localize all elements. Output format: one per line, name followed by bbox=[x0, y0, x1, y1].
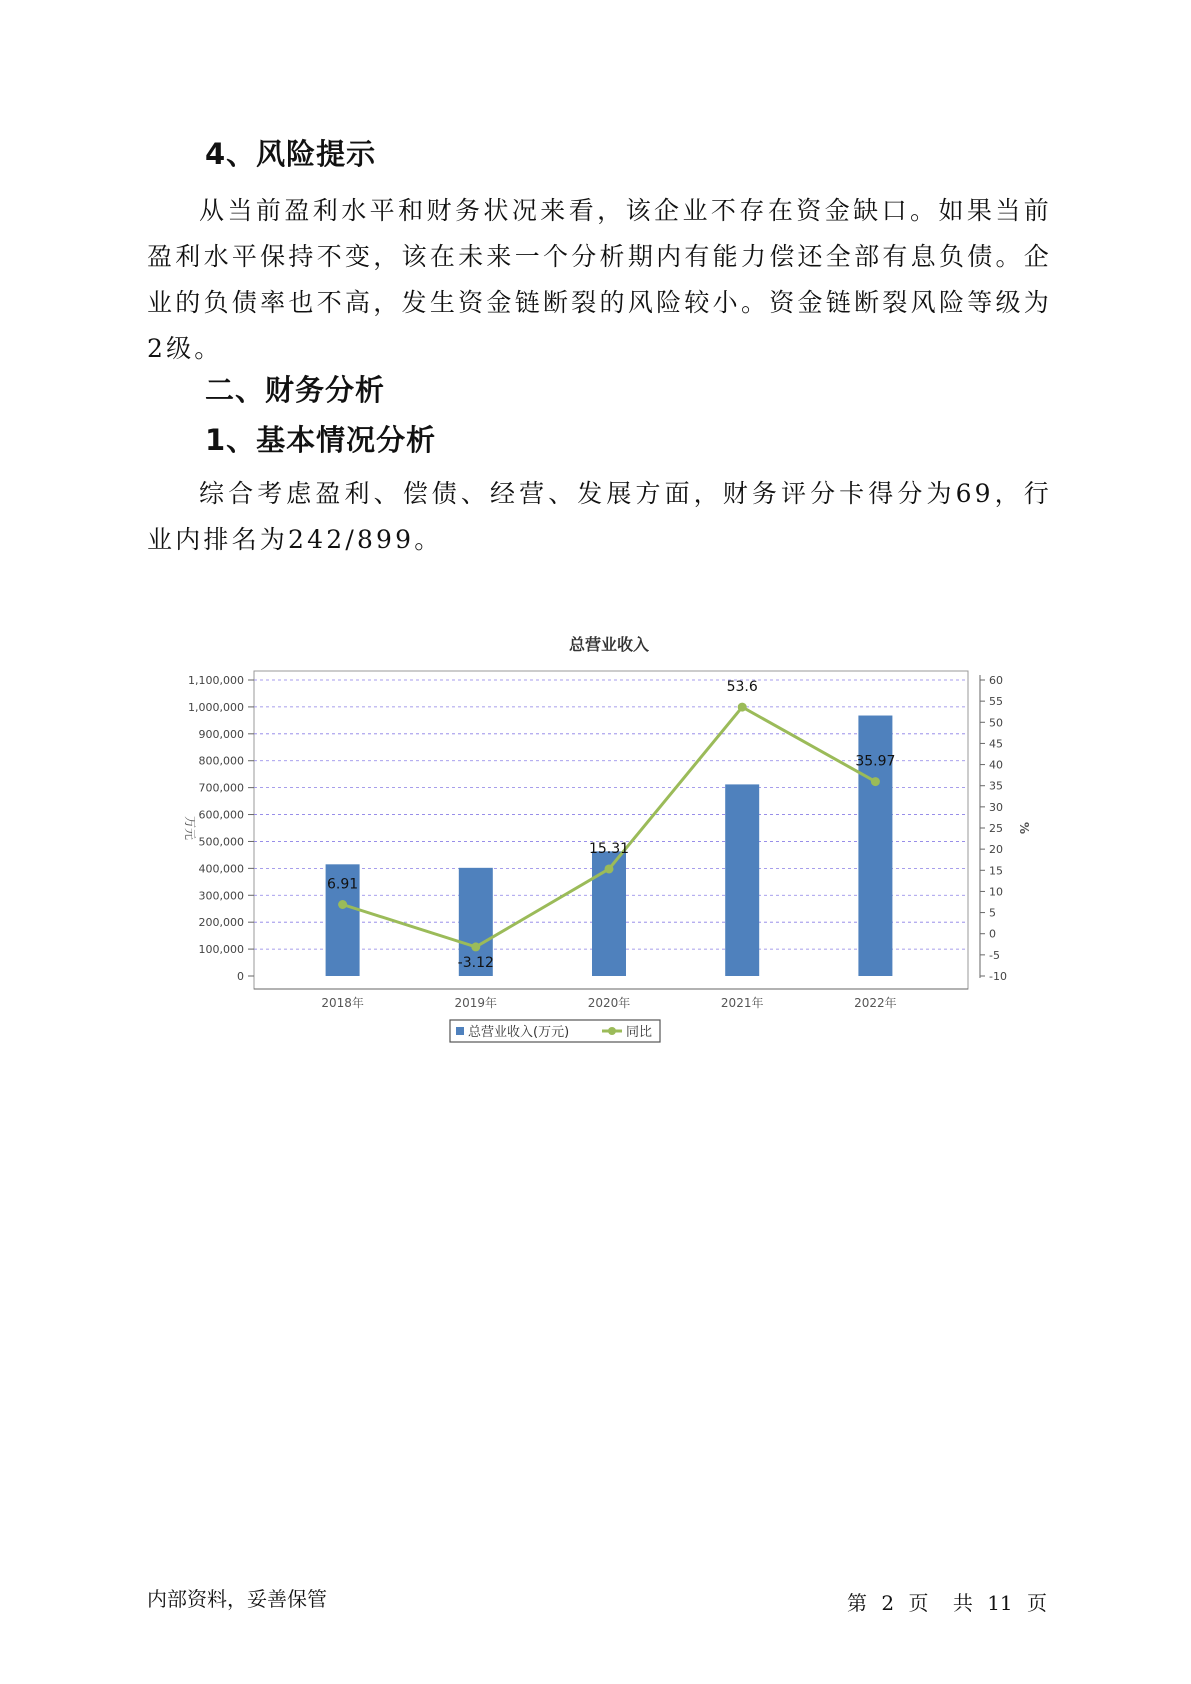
revenue-chart bbox=[180, 625, 1030, 1085]
y-tick-label: 600,000 bbox=[198, 808, 244, 822]
y2-axis-label: % bbox=[1017, 821, 1030, 835]
y2-tick-label: -10 bbox=[989, 970, 1007, 983]
yoy-data-label: 15.31 bbox=[588, 840, 630, 857]
footer-confidential: 内部资料，妥善保管 bbox=[147, 1587, 327, 1611]
total-pages: 11 bbox=[987, 1591, 1013, 1615]
y-tick-label: 400,000 bbox=[198, 862, 244, 876]
y2-tick-label: -5 bbox=[989, 948, 1000, 962]
y-tick-label: 500,000 bbox=[198, 835, 244, 849]
finance-heading: 二、财务分析 bbox=[205, 373, 386, 407]
x-tick-label: 2019年 bbox=[454, 996, 498, 1010]
x-tick-label: 2022年 bbox=[854, 996, 897, 1010]
y2-tick-label: 20 bbox=[989, 843, 1003, 857]
y2-tick-label: 40 bbox=[989, 758, 1003, 772]
x-tick-label: 2018年 bbox=[321, 996, 364, 1010]
yoy-data-label: 6.91 bbox=[327, 876, 359, 893]
yoy-point-2022年 bbox=[871, 777, 880, 786]
revenue-chart-svg bbox=[180, 625, 1030, 1085]
y2-tick-label: 55 bbox=[989, 695, 1003, 709]
risk-heading: 4、风险提示 bbox=[205, 137, 377, 171]
y-tick-label: 800,000 bbox=[198, 754, 244, 768]
y2-tick-label: 25 bbox=[989, 822, 1003, 835]
chart-title: 总营业收入 bbox=[568, 635, 650, 654]
y-axis-label: 万元 bbox=[183, 815, 197, 841]
y-tick-label: 0 bbox=[237, 970, 244, 983]
yoy-point-2018年 bbox=[338, 900, 347, 909]
yoy-point-2020年 bbox=[605, 864, 614, 873]
legend-line-marker bbox=[608, 1027, 616, 1035]
y-tick-label: 100,000 bbox=[198, 943, 244, 957]
y-tick-label: 200,000 bbox=[198, 916, 244, 930]
y-tick-label: 1,100,000 bbox=[188, 674, 244, 687]
y-tick-label: 1,000,000 bbox=[188, 700, 244, 714]
y2-tick-label: 50 bbox=[989, 716, 1003, 730]
y2-tick-label: 10 bbox=[989, 885, 1003, 899]
y2-tick-label: 60 bbox=[989, 674, 1003, 687]
bar-2021年 bbox=[725, 784, 759, 976]
legend-bar-label: 总营业收入(万元) bbox=[468, 1025, 570, 1040]
basic-paragraph: 综合考虑盈利、偿债、经营、发展方面，财务评分卡得分为69，行业内排名为242/899。 bbox=[147, 479, 1052, 554]
y2-tick-label: 15 bbox=[989, 864, 1003, 878]
yoy-point-2019年 bbox=[471, 942, 480, 951]
yoy-data-label: 35.97 bbox=[855, 753, 896, 770]
y-tick-label: 300,000 bbox=[198, 889, 244, 903]
legend-bar-swatch bbox=[456, 1027, 464, 1035]
footer-page-info bbox=[843, 1587, 1051, 1616]
y2-tick-label: 0 bbox=[989, 927, 996, 941]
y-tick-label: 900,000 bbox=[198, 727, 244, 741]
page-prefix: 第 bbox=[847, 1591, 868, 1615]
yoy-point-2021年 bbox=[738, 703, 747, 712]
page-word: 页 bbox=[908, 1591, 929, 1615]
x-tick-label: 2020年 bbox=[587, 996, 631, 1010]
legend-line-label: 同比 bbox=[626, 1025, 653, 1040]
y2-tick-label: 45 bbox=[989, 737, 1003, 751]
risk-paragraph: 从当前盈利水平和财务状况来看，该企业不存在资金缺口。如果当前盈利水平保持不变，该在未来一个分析期内有能力偿还全部有息负债。企业的负债率也不高，发生资金链断裂的风险较小。资金链断裂风险等级为2级。 bbox=[147, 196, 1052, 363]
y2-tick-label: 30 bbox=[989, 800, 1003, 814]
yoy-data-label: 53.6 bbox=[726, 679, 758, 696]
y-tick-label: 700,000 bbox=[198, 781, 244, 795]
yoy-data-label: -3.12 bbox=[457, 954, 494, 971]
basic-heading: 1、基本情况分析 bbox=[205, 423, 437, 457]
y2-tick-label: 35 bbox=[989, 779, 1003, 793]
x-tick-label: 2021年 bbox=[720, 996, 764, 1010]
y2-tick-label: 5 bbox=[989, 906, 996, 920]
total-word: 页 bbox=[1027, 1591, 1047, 1615]
total-prefix: 共 bbox=[952, 1591, 973, 1615]
page-number: 2 bbox=[881, 1591, 895, 1615]
